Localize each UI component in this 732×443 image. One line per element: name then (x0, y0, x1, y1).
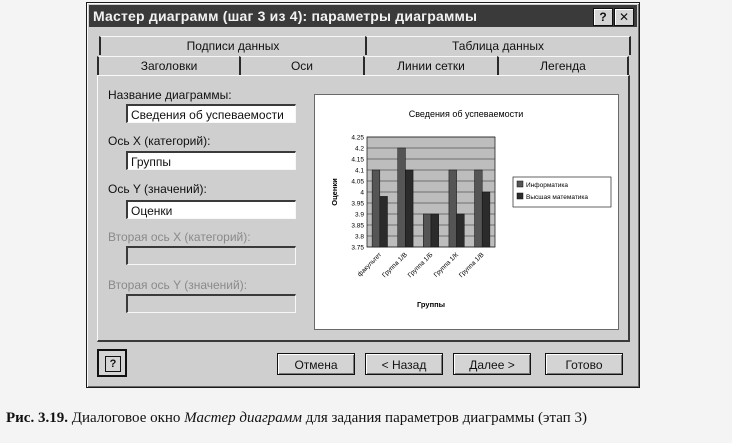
x-axis-label: Ось X (категорий): (108, 134, 211, 148)
bar (475, 170, 483, 247)
help-button[interactable] (97, 349, 127, 377)
y-tick-label: 3.9 (354, 211, 364, 219)
tab-axes[interactable]: Оси (239, 56, 363, 75)
y-tick-label: 3.8 (354, 233, 364, 241)
y-tick-label: 4.15 (351, 156, 364, 164)
x-tick-label: Группа 1/В (381, 251, 409, 280)
bar (405, 170, 413, 247)
bar (372, 170, 380, 247)
chart-preview (314, 94, 619, 330)
y-axis-label: Ось Y (значений): (108, 182, 207, 196)
cancel-button[interactable]: Отмена (277, 353, 355, 375)
bar (449, 170, 457, 247)
help-icon: ? (105, 356, 121, 372)
bar (423, 214, 431, 247)
x-tick-label: Группа 1/Б (406, 251, 435, 280)
y-axis-input[interactable]: Оценки (126, 200, 296, 219)
x-tick-label: факультет (356, 251, 384, 279)
bar (380, 196, 388, 247)
bar (398, 148, 406, 247)
x-tick-label: Группа 1/В (457, 251, 486, 280)
legend-entry: Высшая математика (526, 194, 589, 201)
next-button[interactable]: Далее > (453, 353, 531, 375)
help-titlebar-button[interactable]: ? (593, 8, 613, 26)
legend-swatch (517, 181, 523, 187)
legend-entry: Информатика (526, 182, 568, 189)
x-tick-label: Группа 1/К (432, 251, 461, 279)
finish-button[interactable]: Готово (545, 353, 623, 375)
chart-title-label: Название диаграммы: (108, 88, 232, 102)
y-tick-label: 4.2 (354, 145, 364, 153)
y-tick-label: 4.25 (351, 134, 364, 142)
y-tick-label: 4.05 (351, 178, 364, 186)
caption-text-1: Диалоговое окно (67, 410, 185, 426)
y-axis-title: Оценки (330, 178, 339, 206)
chart-wizard-dialog (86, 2, 640, 388)
bar (431, 214, 439, 247)
caption-prefix: Рис. 3.19. (6, 410, 68, 426)
y-tick-label: 3.95 (351, 200, 364, 208)
titles-panel (97, 75, 630, 342)
y2-axis-label: Вторая ось Y (значений): (108, 278, 248, 292)
figure-caption (6, 410, 587, 427)
x2-axis-input (126, 246, 296, 265)
close-button[interactable]: ✕ (614, 8, 634, 26)
caption-text-2: для задания параметров диаграммы (этап 3) (301, 410, 587, 426)
window-title: Мастер диаграмм (шаг 3 из 4): параметры диаграммы (93, 8, 478, 24)
y-tick-label: 4 (360, 189, 364, 197)
y-tick-label: 4.1 (354, 167, 364, 175)
tab-gridlines[interactable]: Линии сетки (363, 56, 497, 75)
y-tick-label: 3.75 (351, 244, 364, 252)
legend-swatch (517, 193, 523, 199)
tab-legend[interactable]: Легенда (497, 56, 629, 75)
title-bar (89, 5, 637, 27)
x-axis-title: Группы (416, 300, 446, 309)
bar (457, 214, 465, 247)
y2-axis-input (126, 294, 296, 313)
bar (482, 192, 490, 247)
tab-data-table[interactable]: Таблица данных (365, 36, 631, 55)
tab-data-labels[interactable]: Подписи данных (99, 36, 365, 55)
chart-title: Сведения об успеваемости (408, 109, 524, 119)
x-axis-input[interactable]: Группы (126, 151, 296, 170)
x2-axis-label: Вторая ось X (категорий): (108, 230, 251, 244)
y-tick-label: 3.85 (351, 222, 364, 230)
chart-preview-svg (315, 95, 618, 329)
back-button[interactable]: < Назад (365, 353, 443, 375)
tab-titles[interactable]: Заголовки (97, 56, 239, 75)
caption-italic: Мастер диаграмм (184, 410, 302, 426)
chart-title-input[interactable]: Сведения об успеваемости (126, 104, 296, 123)
